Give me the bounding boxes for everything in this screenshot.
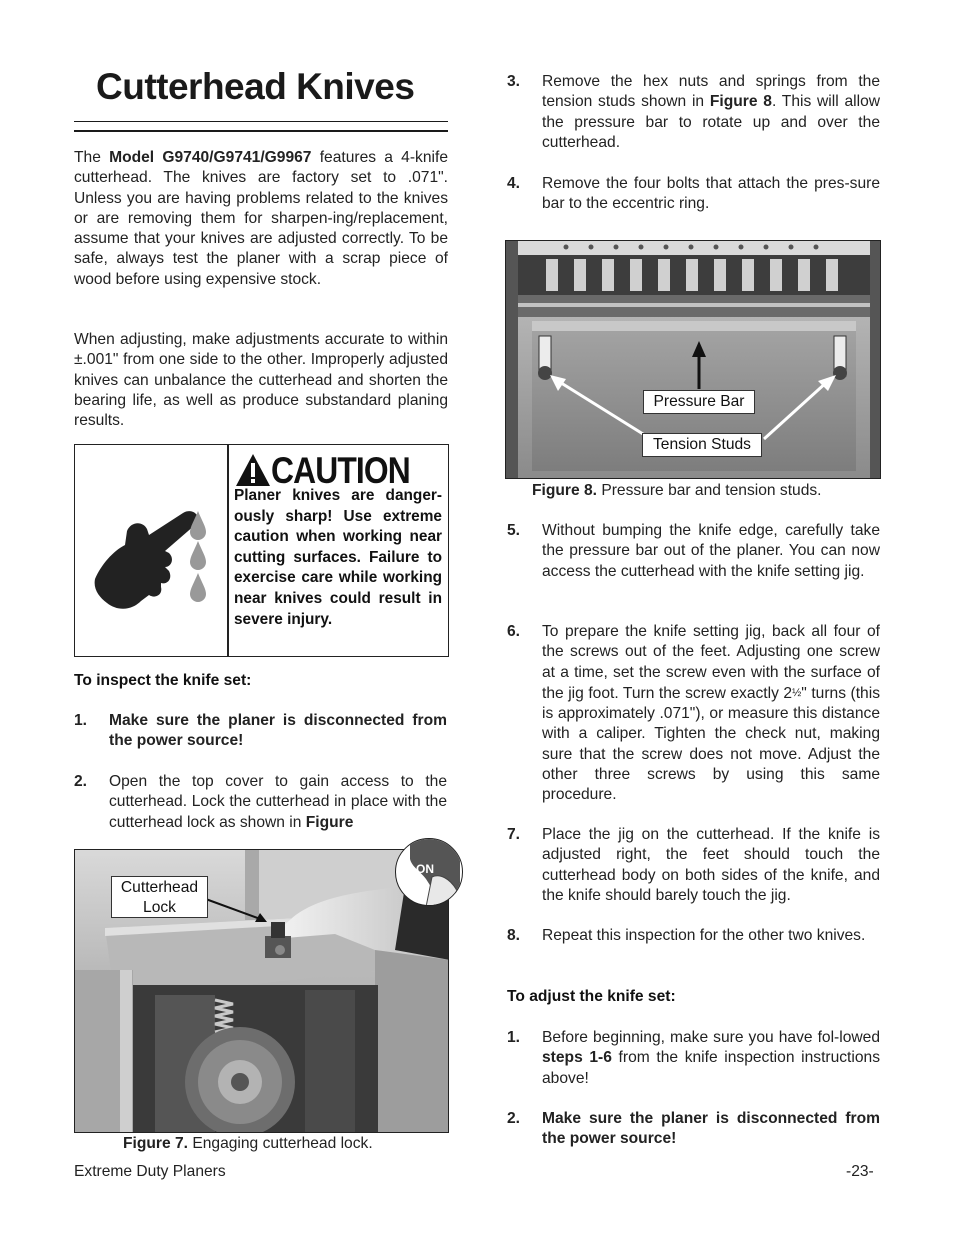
tension-studs-callout: Tension Studs bbox=[642, 433, 762, 457]
footer-title: Extreme Duty Planers bbox=[74, 1163, 226, 1180]
caption-text: Pressure bar and tension studs. bbox=[597, 482, 822, 499]
step-number: 4. bbox=[507, 175, 521, 192]
inspect-step-5 bbox=[507, 521, 880, 603]
step-text: Make sure the planer is disconnected from the power source! bbox=[542, 1110, 880, 1148]
step-number: 2. bbox=[74, 773, 88, 790]
step-text-a: Open the top cover to gain access to the cutterhead. Lock the cutterhead in place with the cutterhead lock as shown in bbox=[109, 773, 447, 831]
step-number: 7. bbox=[507, 826, 521, 843]
caution-box bbox=[74, 444, 449, 657]
caution-header bbox=[235, 451, 441, 489]
callout-line-1: Cutterhead bbox=[120, 879, 199, 896]
fraction: ½ bbox=[792, 686, 802, 699]
figure-label: Figure 8. bbox=[532, 482, 597, 499]
step-text bbox=[109, 772, 447, 833]
on-label: ON bbox=[416, 862, 434, 876]
inspect-heading: To inspect the knife set: bbox=[74, 672, 252, 689]
step-text: Without bumping the knife edge, carefully take the pressure bar out of the planer. You can now access the cutterhead with the knife setting jig. bbox=[542, 522, 880, 580]
pressure-bar-callout: Pressure Bar bbox=[643, 390, 755, 414]
inspect-step-2 bbox=[74, 772, 448, 834]
callout-line-2: Lock bbox=[143, 899, 176, 916]
step-text bbox=[542, 72, 880, 153]
inspect-step-4 bbox=[507, 174, 880, 216]
adjust-step-2 bbox=[507, 1109, 880, 1151]
step-number: 1. bbox=[74, 712, 88, 729]
caution-divider bbox=[227, 445, 229, 656]
step-text-a: To prepare the knife setting jig, back all four of the screws out of the feet. Adjusting one screw at a time, set the screw even with the surface of the jig foot. Turn the screw exactly 2 bbox=[542, 623, 880, 702]
adjust-step-1 bbox=[507, 1028, 880, 1090]
inspect-step-7 bbox=[507, 825, 880, 907]
step-text bbox=[542, 1028, 880, 1089]
page-title: Cutterhead Knives bbox=[96, 66, 415, 107]
inspect-step-6 bbox=[507, 622, 880, 806]
step-number: 3. bbox=[507, 73, 521, 90]
step-text: Make sure the planer is disconnected from the power source! bbox=[109, 712, 447, 750]
title-rule-thin bbox=[74, 121, 448, 122]
inspect-step-8 bbox=[507, 926, 880, 968]
hand-warning-icon bbox=[91, 493, 211, 611]
figure-7-caption bbox=[123, 1134, 373, 1154]
cutterhead-lock-callout bbox=[111, 876, 208, 918]
figure-ref: Figure 8 bbox=[709, 93, 772, 111]
power-on-badge bbox=[395, 838, 463, 906]
step-text-b: " turns (this is approximately .071"), or measure this distance with a caliper. Tighten the check nut, making sure that the screw does not move. Adjust the other three screws by using this same procedure. bbox=[542, 684, 880, 804]
step-text-a: Remove the hex nuts and springs from the tension studs shown in bbox=[542, 73, 880, 111]
figure-ref: Figure bbox=[305, 813, 354, 831]
step-text-c: from the knife inspection instructions above! bbox=[542, 1049, 880, 1087]
figure-8-caption bbox=[532, 481, 822, 501]
intro-paragraph-1 bbox=[74, 148, 448, 290]
caption-text: Engaging cutterhead lock. bbox=[188, 1135, 373, 1152]
step-text: Remove the four bolts that attach the pres-sure bar to the eccentric ring. bbox=[542, 175, 880, 213]
step-text: Place the jig on the cutterhead. If the knife is adjusted right, the feet should touch the cutterhead body on both sides of the knife, and the knife should barely touch the jig. bbox=[542, 826, 880, 904]
step-number: 2. bbox=[507, 1110, 521, 1127]
intro-paragraph-2: When adjusting, make adjustments accurate to within ±.001" from one side to the other. Improperly adjusted knives can unbalance the cutterhead and shorten the bearing life, as well as produce substandard planing results. bbox=[74, 331, 448, 430]
steps-ref: steps 1-6 bbox=[542, 1049, 612, 1067]
step-text-a: Before beginning, make sure you have fol-lowed bbox=[542, 1029, 880, 1046]
figure-label: Figure 7. bbox=[123, 1135, 188, 1152]
caution-word: CAUTION bbox=[271, 450, 410, 491]
inspect-step-1 bbox=[74, 711, 448, 753]
step-text bbox=[542, 622, 880, 806]
step-number: 1. bbox=[507, 1029, 521, 1046]
warning-triangle-icon bbox=[235, 453, 271, 487]
caution-text: Planer knives are danger-ously sharp! Use extreme caution when working near cutting surfaces. Failure to exercise care while working near knives could result in severe injury. bbox=[234, 487, 442, 628]
page-number: -23- bbox=[846, 1163, 874, 1180]
step-text: Repeat this inspection for the other two knives. bbox=[542, 927, 866, 944]
inspect-step-3 bbox=[507, 72, 880, 154]
intro-text-cont: features a 4-knife cutterhead. The knives are factory set to .071". Unless you are having problems related to the knives or are removing them for sharpen-ing/replacement, assume that your knives are adjusted correctly. To be safe, always test the planer with a scrap piece of wood before using expensive stock. bbox=[74, 149, 448, 288]
step-number: 6. bbox=[507, 623, 521, 640]
title-rule-thick bbox=[74, 130, 448, 132]
step-number: 5. bbox=[507, 522, 521, 539]
step-number: 8. bbox=[507, 927, 521, 944]
model-number: Model G9740/G9741/G9967 bbox=[109, 149, 312, 166]
step-text-c: . This will allow the pressure bar to rotate up and over the cutterhead. bbox=[542, 93, 881, 151]
adjust-heading: To adjust the knife set: bbox=[507, 988, 676, 1005]
intro-text: The bbox=[74, 149, 110, 166]
